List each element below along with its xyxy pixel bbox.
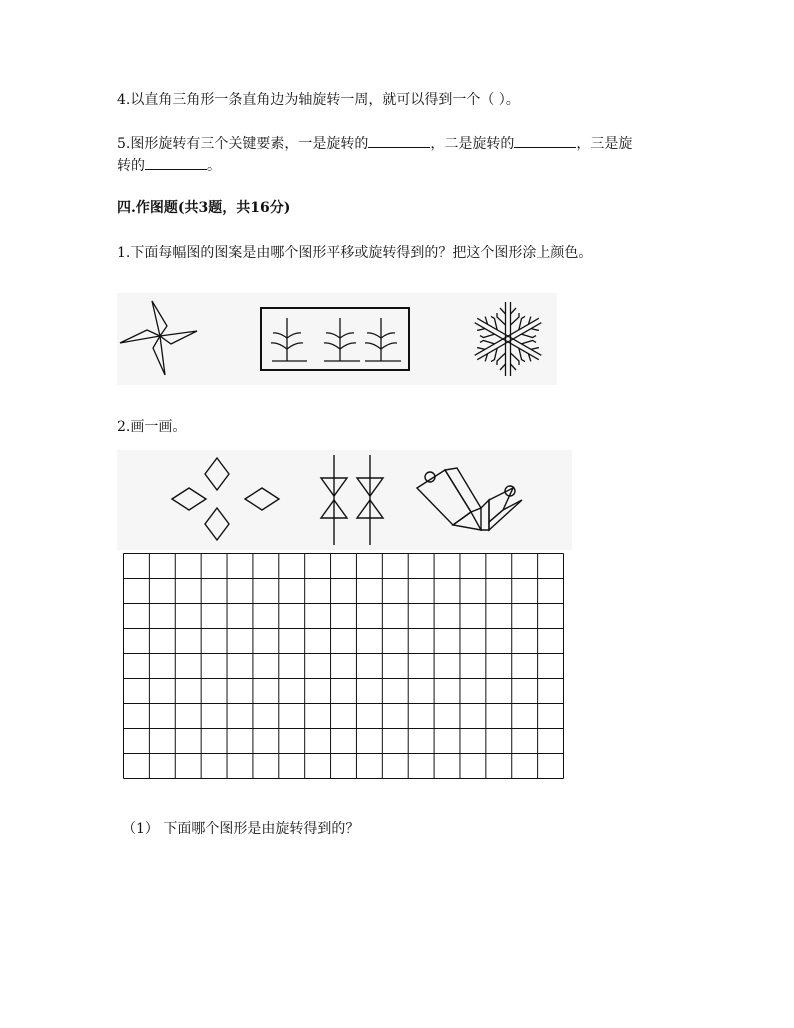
question-5-line-2 <box>117 155 221 176</box>
answer-blank-3[interactable] <box>145 155 207 170</box>
question-5-text-b: ，二是旋转的 <box>430 136 515 152</box>
question-5-line-1 <box>117 133 632 154</box>
sub-question-1: （1） 下面哪个图形是由旋转得到的？ <box>122 821 360 837</box>
question-5-text-c: ，三是旋 <box>576 136 633 152</box>
answer-blank-2[interactable] <box>514 133 576 148</box>
drawing-grid[interactable] <box>122 552 565 780</box>
drawing-question-2: 2.画一画。 <box>117 419 187 435</box>
question-5-text-d: 转的 <box>117 158 145 174</box>
pattern-figures <box>117 293 557 385</box>
question-5-text-e: 。 <box>207 158 221 174</box>
drawing-question-1: 1.下面每幅图的图案是由哪个图形平移或旋转得到的？把这个图形涂上颜色。 <box>117 245 593 261</box>
section-heading: 四.作图题(共3题，共16分) <box>117 200 291 216</box>
answer-blank-1[interactable] <box>368 133 430 148</box>
question-4: 4.以直角三角形一条直角边为轴旋转一周，就可以得到一个（ ）。 <box>117 92 520 108</box>
drawing-figures <box>117 450 572 550</box>
question-5-text-a: 5.图形旋转有三个关键要素，一是旋转的 <box>117 136 369 152</box>
